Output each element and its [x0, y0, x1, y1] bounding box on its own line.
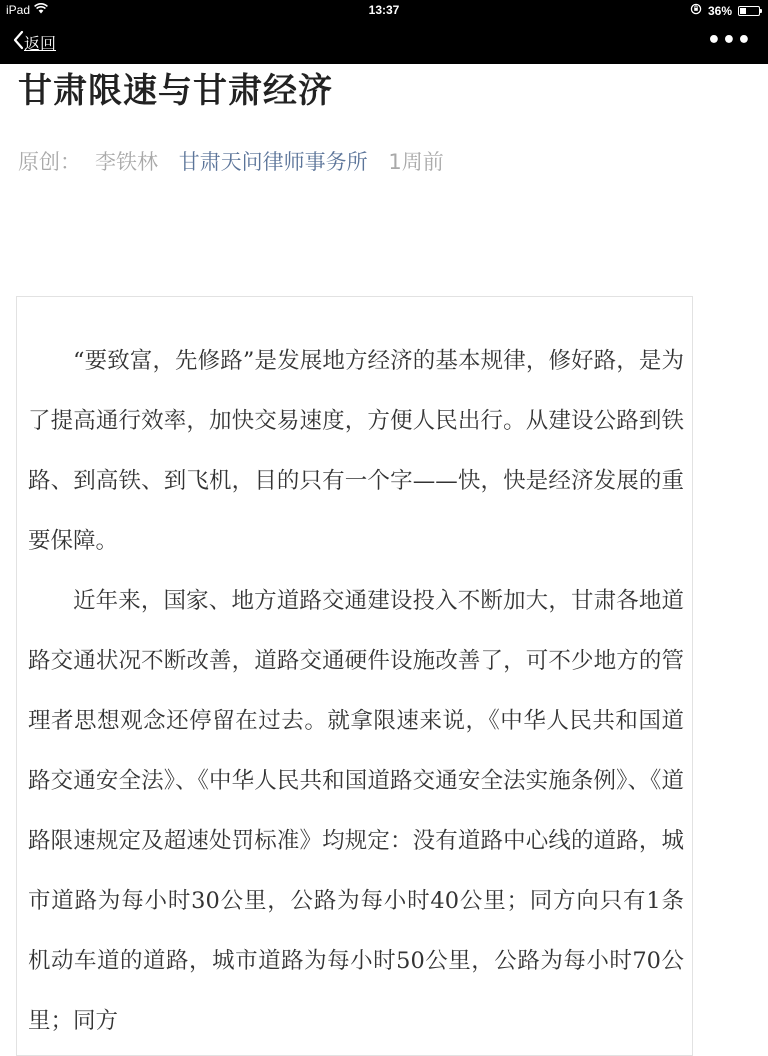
article-paragraph: “要致富，先修路”是发展地方经济的基本规律，修好路，是为了提高通行效率，加快交易速度，方便人民出行。从建设公路到铁路、到高铁、到飞机，目的只有一个字——快，快是经济发展的重要保障。: [28, 348, 684, 554]
article-title: 甘肃限速与甘肃经济: [18, 71, 333, 111]
back-label: 返回: [24, 33, 57, 53]
article-meta: [18, 146, 458, 176]
account-link[interactable]: 甘肃天问律师事务所: [178, 150, 368, 174]
status-right: [690, 3, 760, 18]
status-time: 13:37: [368, 3, 400, 17]
original-label: 原创：: [18, 150, 81, 174]
orientation-lock-icon: [690, 3, 702, 18]
device-name: iPad: [6, 3, 31, 17]
article-paragraph: 近年来，国家、地方道路交通建设投入不断加大，甘肃各地道路交通状况不断改善，道路交通硬件设施改善了，可不少地方的管理者思想观念还停留在过去。就拿限速来说，《中华人民共和国道路交通安全法》、《中华人民共和国道路交通安全法实施条例》、《道路限速规定及超速处罚标准》均规定：没有道路中心线的道路，城市道路为每小时30公里，公路为每小时40公里；同方向只有1条机动车道的道路，城市道路为每小时50公里，公路为每小时70公里；同方: [28, 588, 684, 1034]
publish-time: 1周前: [388, 150, 444, 174]
back-button[interactable]: [12, 30, 56, 54]
author-name: 李铁林: [95, 150, 158, 174]
battery-icon: [738, 6, 760, 16]
battery-level: [740, 8, 746, 14]
more-options-button[interactable]: •••: [706, 28, 752, 53]
nav-bar: [0, 20, 768, 64]
battery-percent: 36%: [707, 3, 732, 18]
status-bar: [0, 0, 768, 20]
article-content: [16, 296, 693, 1056]
chevron-left-icon: [12, 30, 24, 54]
